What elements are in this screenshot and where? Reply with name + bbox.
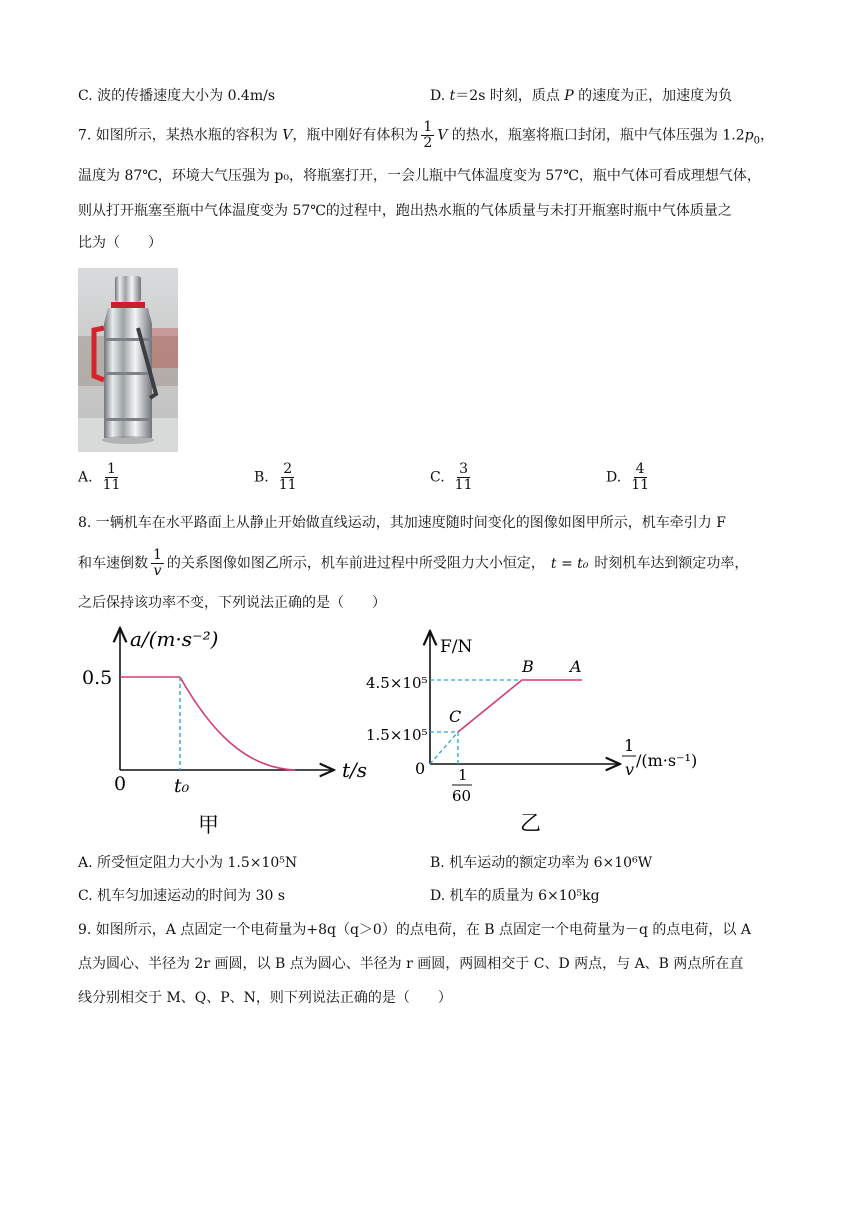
- jia-xlabel: t/s: [342, 758, 368, 782]
- yi-x-tick-num: 1: [458, 766, 468, 784]
- yi-y-tick-high: 4.5×10⁵: [366, 674, 428, 692]
- yi-xlabel-num: 1: [624, 736, 635, 755]
- q9-line-1: 9. 如图所示，A 点固定一个电荷量为+8q（q＞0）的点电荷，在 B 点固定一个电荷量为－q 的点电荷，以 A: [78, 922, 751, 938]
- q8-line-1: 8. 一辆机车在水平路面上从静止开始做直线运动，其加速度随时间变化的图像如图甲所示，机车牵引力 F: [78, 515, 726, 531]
- q7-option-d[interactable]: D. $\frac{4}{11}$: [606, 461, 650, 493]
- q7-line-2: 温度为 87℃，环境大气压强为 p₀，将瓶塞打开，一会儿瓶中气体温度变为 57℃，瓶中气体可看成理想气体，: [78, 168, 761, 184]
- yi-origin: 0: [415, 759, 426, 778]
- q7-line-1: 7. 如图所示，某热水瓶的容积为 V，瓶中刚好有体积为 $\frac{1}{2}$ V 的热水，瓶塞将瓶口封闭，瓶中气体压强为 $1.2p_0$，: [78, 119, 774, 151]
- yi-y-tick-low: 1.5×10⁵: [366, 726, 428, 744]
- q8-option-a[interactable]: A. 所受恒定阻力大小为 1.5×10⁵N: [78, 855, 298, 871]
- q7-line-4: 比为（ ）: [78, 235, 162, 251]
- yi-caption: 乙: [520, 811, 541, 835]
- yi-x-tick-den: 60: [452, 787, 472, 805]
- q7-option-a[interactable]: A. $\frac{1}{11}$: [78, 461, 121, 493]
- yi-xlabel-unit: /(m·s⁻¹): [636, 751, 698, 770]
- jia-caption: 甲: [198, 813, 219, 837]
- q8-line-2: 和车速倒数 $\frac{1}{v}$ 的关系图像如图乙所示，机车前进过程中所受阻力大小恒定， t = t₀ 时刻机车达到额定功率，: [78, 547, 749, 579]
- q7-option-b[interactable]: B. $\frac{2}{11}$: [254, 461, 297, 493]
- q6-option-c: C. 波的传播速度大小为 0.4m/s: [78, 88, 276, 104]
- chart-yi: [360, 625, 710, 840]
- jia-x-tick: t₀: [174, 775, 190, 797]
- q8-line-3: 之后保持该功率不变，下列说法正确的是（ ）: [78, 595, 386, 611]
- yi-line-cb: [458, 680, 522, 732]
- yi-guide-oc: [430, 732, 458, 764]
- thermos-photo: [78, 268, 178, 452]
- jia-decreasing-curve: [180, 677, 295, 770]
- q6-option-d: D. t＝2s 时刻，质点 P 的速度为正，加速度为负: [430, 88, 733, 104]
- jia-ylabel: a/(m·s⁻²): [130, 627, 219, 651]
- q7-line-3: 则从打开瓶塞至瓶中气体温度变为 57℃的过程中，跑出热水瓶的气体质量与未打开瓶塞时瓶中气体质量之: [78, 203, 732, 219]
- yi-point-b: B: [522, 657, 534, 676]
- q7-option-c[interactable]: C. $\frac{3}{11}$: [430, 461, 473, 493]
- q8-fraction: $\frac{1}{v}$: [153, 547, 162, 579]
- q7-fraction: $\frac{1}{2}$: [423, 119, 433, 151]
- chart-jia: [70, 620, 380, 845]
- yi-xlabel-den: v: [625, 760, 635, 779]
- q9-line-2: 点为圆心、半径为 2r 画圆，以 B 点为圆心、半径为 r 画圆，两圆相交于 C、D 两点，与 A、B 两点所在直: [78, 956, 744, 972]
- yi-ylabel: F/N: [440, 637, 473, 657]
- jia-origin: 0: [114, 773, 127, 795]
- q8-option-c[interactable]: C. 机车匀加速运动的时间为 30 s: [78, 888, 286, 904]
- jia-y-tick: 0.5: [82, 667, 113, 689]
- yi-point-c: C: [449, 707, 462, 726]
- yi-point-a: A: [570, 657, 582, 676]
- q8-option-b[interactable]: B. 机车运动的额定功率为 6×10⁶W: [430, 855, 653, 871]
- q9-line-3: 线分别相交于 M、Q、P、N，则下列说法正确的是（ ）: [78, 990, 452, 1006]
- q8-option-d[interactable]: D. 机车的质量为 6×10⁵kg: [430, 888, 600, 904]
